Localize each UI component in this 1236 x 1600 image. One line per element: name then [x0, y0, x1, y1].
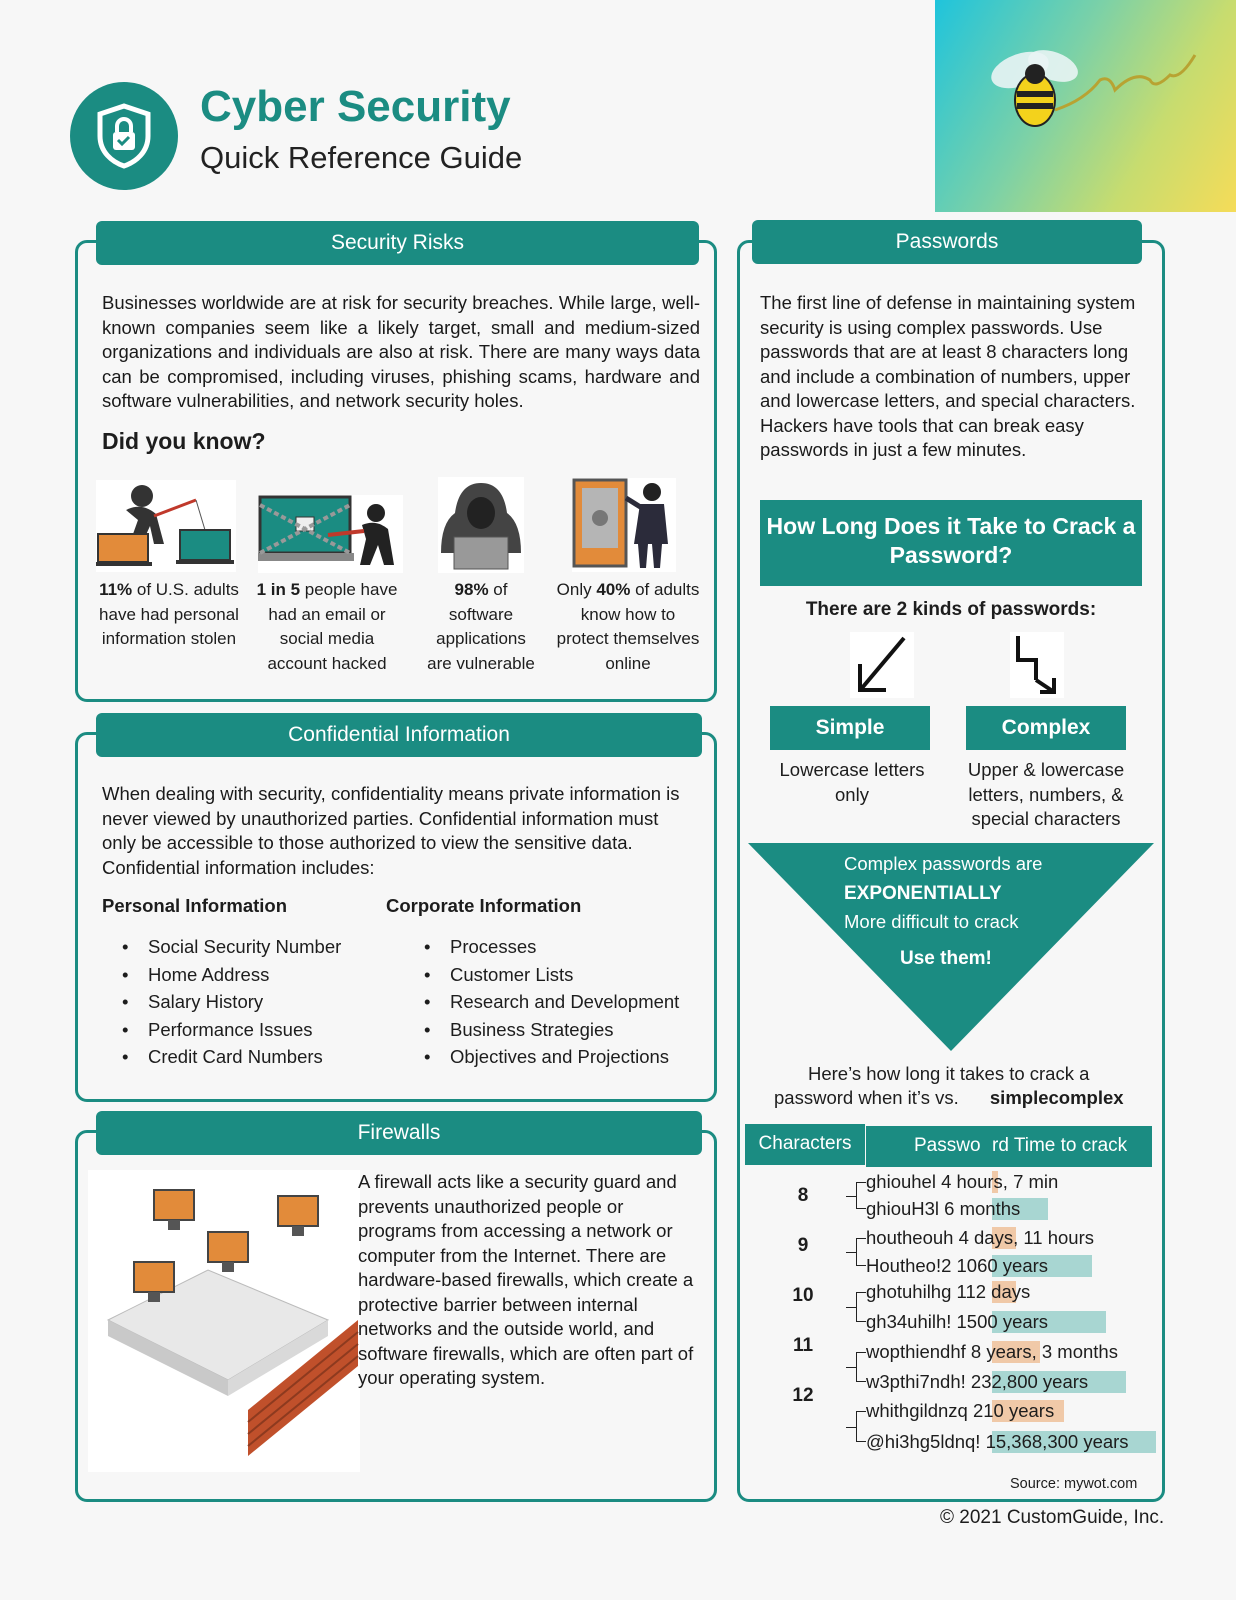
row-bracket [856, 1352, 866, 1382]
page-title: Cyber Security [200, 82, 511, 131]
row-bracket [856, 1292, 866, 1322]
firewalls-heading: Firewalls [96, 1111, 702, 1155]
row-bracket-tick [846, 1367, 856, 1368]
passwords-heading: Passwords [752, 220, 1142, 264]
vs-line-1: Here’s how long it takes to crack a [808, 1063, 1090, 1084]
source-note: Source: mywot.com [1010, 1476, 1138, 1492]
col-password: Passwo [866, 1126, 992, 1167]
row-bracket-tick [846, 1196, 856, 1197]
did-you-know-heading: Did you know? [102, 428, 266, 454]
simple-description: Lowercase letters only [779, 759, 925, 805]
simple-password-row: houtheouh 4 days, 11 hours [866, 1227, 1094, 1248]
row-bracket [856, 1238, 866, 1266]
col-time: rd Time to crack [992, 1126, 1152, 1167]
char-count: 11 [792, 1335, 814, 1356]
simple-password-row: ghiouhel 4 hours, 7 min [866, 1171, 1059, 1192]
copyright: © 2021 CustomGuide, Inc. [940, 1507, 1165, 1528]
char-count: 12 [792, 1385, 814, 1406]
confidential-heading: Confidential Information [96, 713, 702, 757]
list-item: • Objectives and Projections [404, 1043, 704, 1071]
triangle-line-3: More difficult to crack [844, 911, 1019, 932]
list-item: • Business Strategies [404, 1016, 704, 1044]
firewall-network-illustration [88, 1170, 360, 1472]
list-item: • Research and Development [404, 988, 704, 1016]
complex-description: Upper & lowercase letters, numbers, & special characters [967, 759, 1125, 829]
shield-lock-icon [70, 82, 178, 190]
arrow-down-right-icon [1010, 632, 1064, 698]
stat-self-protection: Only 40% of adults know how to protect themselves online [556, 580, 700, 673]
crack-password-title: How Long Does it Take to Crack a Password? [760, 500, 1142, 586]
page-subtitle: Quick Reference Guide [200, 140, 523, 175]
row-bracket-tick [846, 1252, 856, 1253]
corporate-info-list [404, 933, 704, 1071]
confidential-body: When dealing with security, confidentiality means private information is never viewed by unauthorized parties. Confidential information must only be accessible to those authorized to view the sensitive data. Confidential information includes: [102, 783, 680, 878]
simple-label: Simple [770, 706, 930, 750]
passwords-body: The first line of defense in maintaining system security is using complex passwords. Use passwords that are at least 8 characters long and include a combination of numbers, upper and lowercase letters, and special characters. Hackers have tools that can break easy passwords in just a few minutes. [760, 292, 1136, 460]
stat-identity-theft: 11% of U.S. adults have had personal information stolen [99, 580, 239, 648]
list-item: • Salary History [102, 988, 372, 1016]
list-item: • Customer Lists [404, 961, 704, 989]
complex-password-row: gh34uhilh! 1500 years [866, 1311, 1049, 1332]
hacker-fishing-illustration [96, 480, 236, 572]
personal-info-list [102, 933, 372, 1071]
stat-account-hacked: 1 in 5 people have had an email or social media account hacked [256, 580, 398, 673]
security-risks-heading: Security Risks [96, 221, 699, 265]
char-count: 10 [792, 1285, 814, 1306]
hacker-chained-laptop-illustration [258, 495, 403, 573]
list-item: • Credit Card Numbers [102, 1043, 372, 1071]
col-characters: Characters [745, 1124, 865, 1165]
row-bracket-tick [846, 1427, 856, 1428]
row-bracket [856, 1182, 866, 1209]
complex-password-row: w3pthi7ndh! 232,800 years [866, 1371, 1089, 1392]
firewalls-body: A firewall acts like a security guard and prevents unauthorized people or programs from accessing a network or computer from the Internet. There are hardware-based firewalls, which create a protective barrier between internal networks and the outside world, and software firewalls, which are often part of your operating system. [358, 1171, 694, 1388]
simple-password-row: ghotuhilhg 112 days [866, 1281, 1031, 1302]
bee-logo [935, 0, 1236, 212]
corporate-info-heading: Corporate Information [386, 895, 582, 916]
vs-line-2: password when it’s vs. simplecomplex [774, 1087, 1124, 1108]
stat-software-vulnerable: 98% of software applications are vulnerable [427, 580, 535, 673]
personal-info-heading: Personal Information [102, 895, 288, 916]
list-item: • Social Security Number [102, 933, 372, 961]
triangle-line-1: Complex passwords are [844, 853, 1043, 874]
complex-password-row: Houtheo!2 1060 years [866, 1255, 1049, 1276]
list-item: • Processes [404, 933, 704, 961]
triangle-line-2: EXPONENTIALLY [844, 883, 1002, 904]
row-bracket [856, 1411, 866, 1442]
arrow-down-left-icon [850, 632, 914, 698]
simple-password-row: whithgildnzq 210 years [866, 1400, 1055, 1421]
complex-password-row: ghiouH3l 6 months [866, 1198, 1021, 1219]
char-count: 8 [797, 1185, 809, 1206]
row-bracket-tick [846, 1307, 856, 1308]
char-count: 9 [797, 1235, 809, 1256]
complex-password-row: @hi3hg5ldnq! 15,368,300 years [866, 1431, 1129, 1452]
hooded-hacker-illustration [438, 477, 524, 573]
triangle-line-4: Use them! [900, 948, 992, 969]
list-item: • Home Address [102, 961, 372, 989]
complex-label: Complex [966, 706, 1126, 750]
security-risks-body: Businesses worldwide are at risk for security breaches. While large, well-known companies seem like a likely target, small and medium-sized organizations and individuals are also at risk. There are many ways data can be compromised, including viruses, phishing scams, hardware and software vulnerabilities, and network security holes. [102, 292, 700, 411]
simple-password-row: wopthiendhf 8 years, 3 months [866, 1341, 1118, 1362]
thief-opening-safe-illustration [572, 478, 676, 572]
list-item: • Performance Issues [102, 1016, 372, 1044]
kinds-title: There are 2 kinds of passwords: [805, 599, 1097, 620]
